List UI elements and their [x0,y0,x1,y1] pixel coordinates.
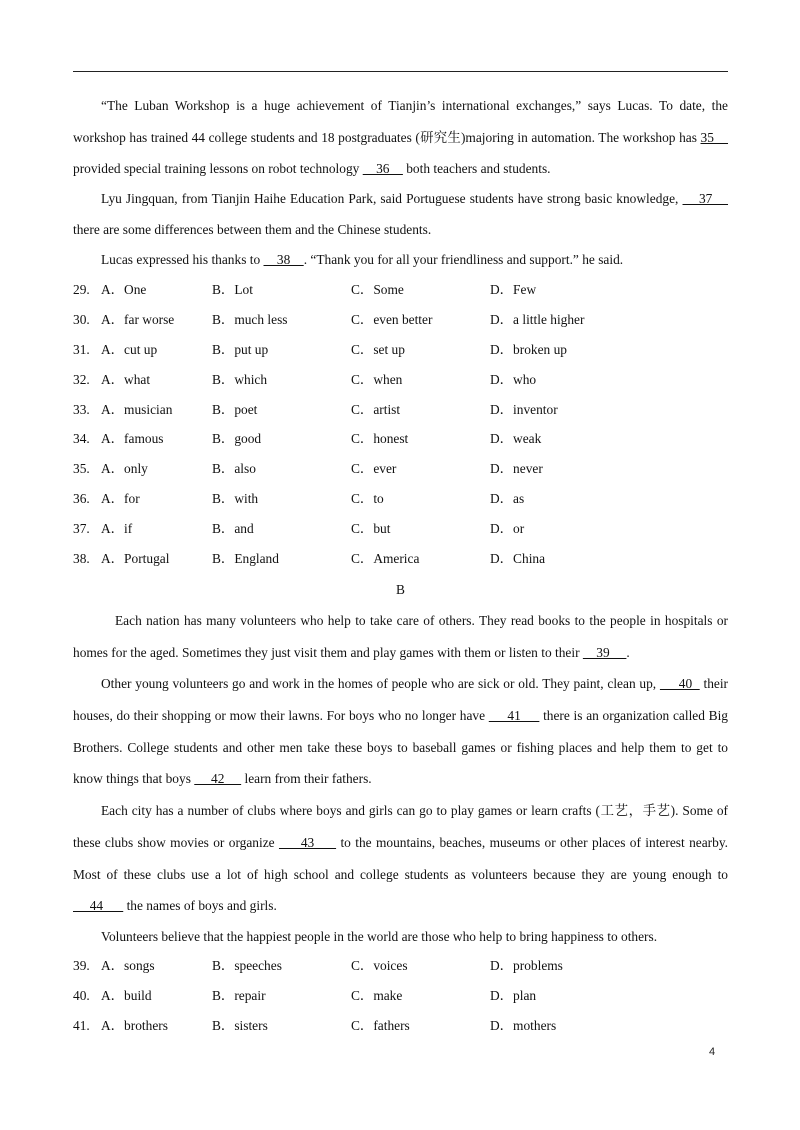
option-c: C．honest [351,431,409,447]
question-number: 34. [73,431,90,447]
option-c: C．set up [351,341,405,357]
text: there is an organization called Big Brothers. College students and other men take these boys to baseball games or fishing places and help them to get to know things that boys [73,708,728,787]
option-c: C．but [351,521,391,537]
blank-35: 35 [700,129,729,145]
blank-43: 43 [278,834,337,850]
option-a: A．famous [101,431,164,447]
question-number: 38. [73,551,90,567]
passage-b-paragraph-4: Volunteers believe that the happiest people in the world are those who help to bring happiness to others. [101,928,658,944]
text: Each nation has many volunteers who help to take care of others. They read books to the people in hospitals or homes for the aged. Sometimes they just visit them and play games with them or listen to their [73,612,728,660]
text: to the mountains, beaches, museums or other places of interest nearby. Most of these clubs use a lot of high school and college students as volunteers because they are young enough to [73,834,728,882]
question-number: 41. [73,1017,90,1033]
option-d: D．plan [490,987,537,1003]
text: their houses, do their shopping or mow their lawns. For boys who no longer have [73,676,729,724]
question-row [73,454,728,484]
passage-b [73,605,728,951]
blank-38: 38 [263,251,304,267]
option-c: C．when [351,371,403,387]
page-number: 4 [709,1046,716,1058]
blank-41: 41 [488,708,540,724]
question-row [73,544,728,574]
text: provided special training lessons on robot technology [73,161,363,176]
question-row [73,484,728,514]
question-row [73,305,728,335]
option-d: D．as [490,491,525,507]
option-d: D．never [490,461,543,477]
question-row [73,275,728,305]
option-c: C．make [351,987,403,1003]
option-b: B．which [212,371,268,387]
option-b: B．also [212,461,256,477]
blank-40: 40 [659,676,700,692]
option-d: D．or [490,521,525,537]
question-row [73,335,728,365]
text: Other young volunteers go and work in the homes of people who are sick or old. They paint, clean up, [101,676,660,692]
question-number: 39. [73,957,90,973]
option-d: D．mothers [490,1017,557,1033]
option-c: C．fathers [351,1017,410,1033]
option-b: B．repair [212,987,266,1003]
text: the names of boys and girls. [123,898,277,914]
option-b: B．England [212,551,279,567]
text: . “Thank you for all your friendliness and support.” he said. [303,251,624,267]
question-row [73,424,728,454]
question-number: 36. [73,491,90,507]
option-a: A．for [101,491,140,507]
option-c: C．Some [351,282,404,297]
text: “The Luban Workshop is a huge achievement of Tianjin’s international exchanges,” says Lucas. To date, the workshop has trained 44 college students and 18 postgraduates (研究生)majoring in automation. The workshop has [73,98,728,145]
question-row [73,365,728,395]
blank-39: 39 [582,644,627,660]
blank-36: 36 [362,161,403,176]
text: Lucas expressed his thanks to [101,251,264,267]
question-number: 33. [73,401,90,417]
section-b-heading: B [396,581,405,597]
passage-b-paragraph-2 [73,668,728,795]
option-a: A．far worse [101,311,175,327]
options-b [73,951,728,1041]
blank-37: 37 [682,190,729,206]
options-a [73,275,728,574]
option-b: B．poet [212,401,258,417]
option-a: A．songs [101,957,155,973]
option-c: C．America [351,551,420,567]
passage-a-paragraph-2 [73,183,728,246]
question-number: 40. [73,987,90,1003]
option-d: D．a little higher [490,311,585,327]
option-a: A．only [101,461,148,477]
option-c: C．voices [351,957,408,973]
option-b: B．sisters [212,1017,268,1033]
question-number: 32. [73,371,90,387]
option-b: B．and [212,521,254,537]
text: there are some differences between them and the Chinese students. [73,222,432,237]
option-a: A．cut up [101,341,158,357]
option-a: A．brothers [101,1017,168,1033]
question-number: 31. [73,341,90,357]
passage-a-paragraph-3 [73,244,728,276]
option-c: C．artist [351,401,401,417]
passage-b-paragraph-3 [73,795,728,922]
option-c: C．ever [351,461,397,477]
text: Each city has a number of clubs where boys and girls can go to play games or learn crafts (工艺，手艺). Some of these clubs show movies or organize [73,803,728,850]
text: both teachers and students. [402,161,551,176]
option-a: A．One [101,282,147,297]
passage-b-paragraph-1 [73,605,728,668]
option-b: B．speeches [212,957,282,973]
blank-44: 44 [73,898,124,914]
option-d: D．inventor [490,401,558,417]
option-a: A．what [101,371,151,387]
option-a: A．musician [101,401,173,417]
question-row [73,951,728,981]
question-row [73,1011,728,1041]
question-number: 37. [73,521,90,537]
question-row [73,395,728,425]
option-d: D．weak [490,431,542,447]
option-a: A．build [101,987,152,1003]
text: learn from their fathers. [241,771,372,787]
blank-42: 42 [194,771,242,787]
option-b: B．Lot [212,282,253,297]
option-b: B．with [212,491,259,507]
option-b: B．much less [212,311,288,327]
question-number: 30. [73,311,90,327]
question-row [73,514,728,544]
passage-a-paragraph-1 [73,90,728,185]
option-a: A．Portugal [101,551,170,567]
option-c: C．to [351,491,384,507]
option-b: B．good [212,431,262,447]
header-rule [73,71,728,72]
option-d: D．Few [490,282,537,297]
option-a: A．if [101,521,133,537]
text: . [626,644,630,660]
option-d: D．broken up [490,341,567,357]
option-d: D．who [490,371,537,387]
option-c: C．even better [351,311,433,327]
option-d: D．China [490,551,546,567]
question-number: 35. [73,461,90,477]
option-b: B．put up [212,341,269,357]
option-d: D．problems [490,957,563,973]
page-content [73,90,728,1041]
question-number: 29. [73,282,90,297]
text: Lyu Jingquan, from Tianjin Haihe Education Park, said Portuguese students have strong basic knowledge, [101,190,683,206]
question-row [73,981,728,1011]
